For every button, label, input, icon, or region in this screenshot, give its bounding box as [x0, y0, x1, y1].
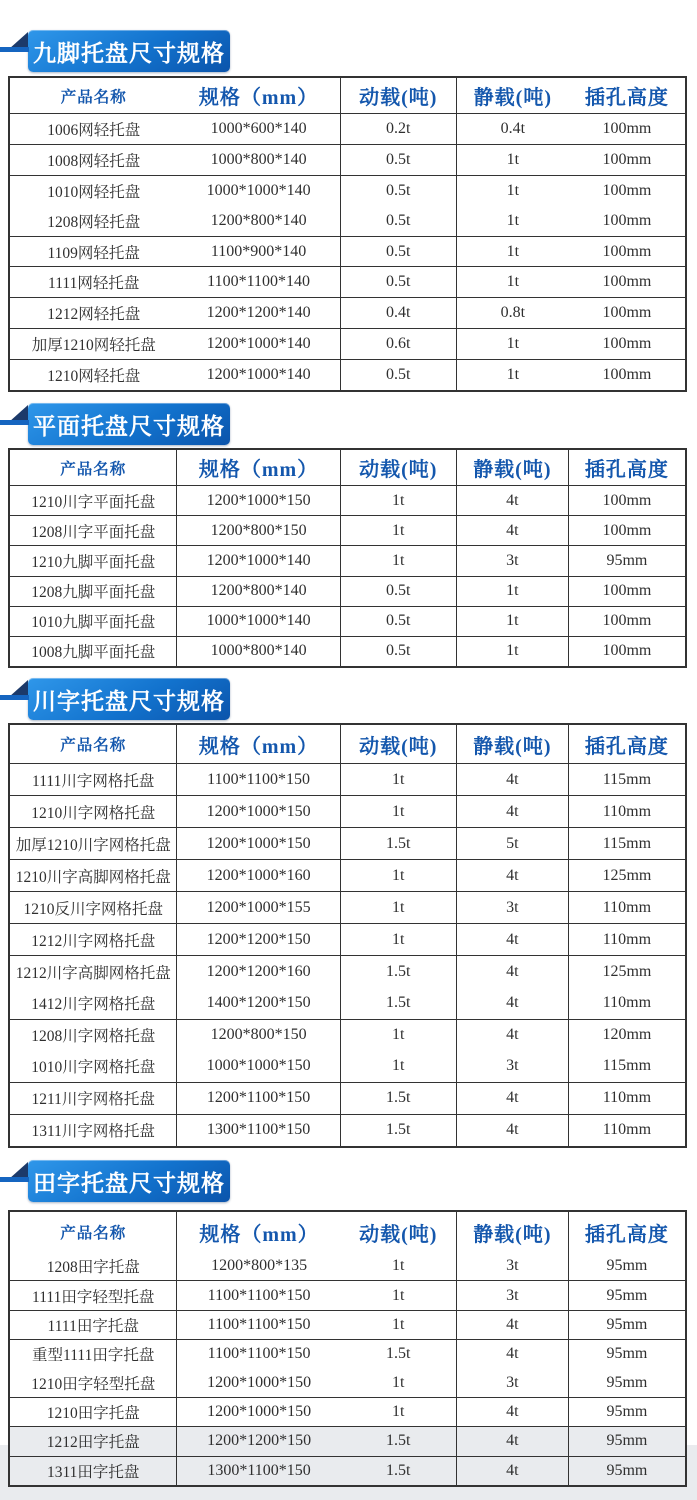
- dynamic-load-cell: 0.4t: [341, 298, 457, 328]
- column-header-spec-cell: 规格（mm）: [177, 78, 340, 113]
- column-header-product-name-cell: 产品名称: [10, 450, 177, 485]
- table-row: [10, 176, 685, 206]
- spec-cell: 1200*1000*150: [177, 486, 340, 515]
- static-load-cell: 4t: [457, 1427, 569, 1455]
- spec-cell: 1000*600*140: [177, 114, 340, 144]
- product-name-cell: 1111川字网格托盘: [10, 764, 177, 795]
- static-load-cell: 4t: [457, 1115, 569, 1146]
- static-load-cell: 3t: [457, 892, 569, 923]
- insert-height-cell: 100mm: [602, 366, 652, 384]
- table-row: [10, 1427, 685, 1456]
- table-row: [10, 1457, 685, 1485]
- product-name-cell: 1010网轻托盘: [47, 183, 141, 201]
- static-load-cell: 4t: [457, 988, 569, 1019]
- spec-cell: 1200*1000*155: [177, 892, 340, 923]
- dynamic-load-cell: 1.5t: [341, 988, 457, 1019]
- column-header-static-load-cell: 静载(吨): [457, 450, 569, 485]
- banner-line: [0, 695, 29, 700]
- product-name-cell: 1212网轻托盘: [47, 306, 141, 324]
- spec-cell: 1200*1000*140: [177, 546, 340, 575]
- section-tian-pallet: [0, 1160, 697, 1487]
- dynamic-load-cell: 1.5t: [341, 828, 457, 859]
- section-title: 九脚托盘尺寸规格: [33, 39, 225, 66]
- insert-height-cell: 100mm: [602, 119, 652, 137]
- banner-line: [0, 47, 29, 52]
- product-name-cell: 1208川字平面托盘: [10, 516, 177, 545]
- insert-height-cell: 110mm: [602, 930, 652, 948]
- insert-height-cell: 110mm: [602, 1089, 652, 1107]
- insert-height-cell: 110mm: [602, 994, 652, 1012]
- dynamic-load-cell: 0.5t: [341, 206, 457, 236]
- insert-height-cell: 95mm: [606, 1257, 648, 1275]
- product-name-cell: 1210网轻托盘: [47, 368, 141, 386]
- static-load-cell: 1t: [506, 335, 520, 353]
- insert-height-cell: 100mm: [602, 273, 652, 291]
- table-header-row: [10, 78, 685, 114]
- spec-cell: 1200*1200*150: [177, 924, 340, 955]
- table-row: [10, 637, 685, 666]
- dynamic-load-cell: 0.2t: [341, 114, 457, 144]
- spec-table-chuan: [8, 723, 687, 1148]
- static-load-cell: 0.8t: [500, 304, 526, 322]
- dynamic-load-cell: 1t: [341, 1020, 457, 1051]
- section-banner: [28, 1160, 230, 1202]
- insert-height-cell: 110mm: [602, 1121, 652, 1139]
- insert-height-cell: 125mm: [602, 963, 652, 980]
- column-header-dynamic-load-cell: 动载(吨): [341, 450, 457, 485]
- table-row: [10, 546, 685, 576]
- spec-cell: 1200*1200*150: [207, 1432, 312, 1450]
- spec-cell: 1400*1200*150: [177, 988, 340, 1019]
- spec-cell: 1000*800*140: [177, 637, 340, 666]
- product-name-cell: 1111网轻托盘: [48, 275, 140, 293]
- static-load-cell: 1t: [506, 211, 520, 229]
- dynamic-load-cell: 0.5t: [341, 360, 457, 390]
- product-name-cell: 1109网轻托盘: [47, 244, 140, 262]
- column-header-product-name-cell: 产品名称: [60, 88, 127, 106]
- dynamic-load-cell: 1t: [341, 796, 457, 827]
- spec-cell: 1100*1100*140: [177, 267, 340, 297]
- static-load-cell: 4t: [457, 486, 569, 515]
- dynamic-load-cell: 1t: [341, 516, 457, 545]
- product-name-cell: 1311川字网格托盘: [10, 1115, 177, 1146]
- table-row: [10, 145, 685, 176]
- insert-height-cell: 100mm: [602, 491, 652, 509]
- static-load-cell: 1t: [506, 366, 520, 384]
- static-load-cell: 4t: [457, 956, 569, 987]
- product-name-cell: 1212田字托盘: [10, 1427, 177, 1455]
- spec-cell: 1200*800*140: [177, 206, 340, 236]
- product-name-cell: 1008网轻托盘: [47, 152, 141, 170]
- table-row: [10, 237, 685, 268]
- static-load-cell: 0.4t: [500, 119, 526, 137]
- dynamic-load-cell: 1t: [341, 860, 457, 891]
- spec-cell: 1200*800*140: [177, 577, 340, 606]
- insert-height-cell: 115mm: [602, 1057, 652, 1075]
- insert-height-cell: 110mm: [602, 802, 652, 820]
- section-title: 川字托盘尺寸规格: [33, 687, 225, 714]
- dynamic-load-cell: 1.5t: [341, 1340, 457, 1368]
- dynamic-load-cell: 0.5t: [341, 577, 457, 606]
- static-load-cell: 4t: [457, 1398, 569, 1426]
- static-load-cell: 5t: [457, 828, 569, 859]
- product-name-cell: 1210川字网格托盘: [10, 796, 177, 827]
- column-header-insert-height-cell: 插孔高度: [584, 1223, 669, 1246]
- dynamic-load-cell: 1t: [341, 1051, 457, 1082]
- static-load-cell: 1t: [506, 150, 520, 168]
- dynamic-load-cell: 1t: [341, 764, 457, 795]
- spec-cell: 1100*900*140: [177, 237, 340, 267]
- spec-cell: 1100*1100*150: [207, 1315, 311, 1333]
- static-load-cell: 3t: [457, 1281, 569, 1309]
- product-name-cell: 1212川字网格托盘: [10, 924, 177, 955]
- table-row: [10, 892, 685, 924]
- static-load-cell: 4t: [457, 1083, 569, 1114]
- column-header-spec-cell: 规格（mm）: [177, 450, 340, 485]
- static-load-cell: 4t: [457, 1311, 569, 1339]
- table-row: [10, 1115, 685, 1146]
- insert-height-cell: 100mm: [602, 150, 652, 168]
- insert-height-cell: 95mm: [606, 1345, 648, 1363]
- table-header-row: [10, 1212, 685, 1252]
- spec-cell: 1200*1000*160: [177, 860, 340, 891]
- spec-cell: 1100*1100*150: [207, 1286, 311, 1304]
- table-row: [10, 1051, 685, 1083]
- product-name-cell: 1008九脚平面托盘: [10, 637, 177, 666]
- dynamic-load-cell: 0.5t: [341, 267, 457, 297]
- product-name-cell: 1010川字网格托盘: [10, 1051, 177, 1082]
- table-row: [10, 924, 685, 956]
- insert-height-cell: 100mm: [602, 521, 652, 539]
- insert-height-cell: 95mm: [606, 1461, 648, 1479]
- insert-height-cell: 120mm: [602, 1026, 652, 1044]
- table-row: [10, 577, 685, 607]
- static-load-cell: 1t: [457, 577, 569, 606]
- table-row: [10, 860, 685, 892]
- dynamic-load-cell: 1t: [341, 1369, 457, 1397]
- table-row: [10, 1398, 685, 1427]
- static-load-cell: 1t: [506, 181, 520, 199]
- product-name-cell: 1210九脚平面托盘: [10, 546, 177, 575]
- spec-cell: 1200*800*135: [211, 1257, 308, 1275]
- section-flat-pallet: [0, 403, 697, 668]
- spec-cell: 1200*1000*140: [177, 329, 340, 359]
- table-row: [10, 1252, 685, 1281]
- spec-table-nine-leg: [8, 76, 687, 392]
- static-load-cell: 4t: [457, 860, 569, 891]
- spec-cell: 1100*1100*150: [177, 764, 340, 795]
- insert-height-cell: 95mm: [606, 1286, 648, 1304]
- insert-height-cell: 110mm: [602, 898, 652, 916]
- dynamic-load-cell: 1t: [341, 924, 457, 955]
- table-row: [10, 516, 685, 546]
- spec-cell: 1200*1000*150: [207, 1403, 312, 1421]
- product-name-cell: 1210川字高脚网格托盘: [10, 860, 177, 891]
- dynamic-load-cell: 1.5t: [341, 1427, 457, 1455]
- product-name-cell: 1210田字轻型托盘: [10, 1369, 177, 1397]
- table-row: [10, 1311, 685, 1340]
- section-banner: [28, 403, 230, 445]
- spec-table-flat: [8, 448, 687, 668]
- table-row: [10, 1083, 685, 1115]
- column-header-insert-height-cell: 插孔高度: [584, 87, 669, 109]
- insert-height-cell: 100mm: [602, 612, 652, 630]
- column-header-insert-height-cell: 插孔高度: [584, 735, 669, 758]
- static-load-cell: 4t: [457, 796, 569, 827]
- spec-cell: 1300*1100*150: [207, 1461, 311, 1479]
- static-load-cell: 4t: [457, 924, 569, 955]
- spec-cell: 1200*1000*140: [177, 360, 340, 390]
- column-header-spec-cell: 规格（mm）: [199, 1223, 319, 1246]
- static-load-cell: 3t: [457, 1051, 569, 1082]
- product-name-cell: 1010九脚平面托盘: [10, 607, 177, 636]
- dynamic-load-cell: 0.5t: [341, 176, 457, 206]
- dynamic-load-cell: 1t: [341, 892, 457, 923]
- table-row: [10, 206, 685, 237]
- dynamic-load-cell: 0.6t: [341, 329, 457, 359]
- insert-height-cell: 95mm: [606, 1432, 648, 1450]
- insert-height-cell: 95mm: [606, 1373, 648, 1391]
- table-row: [10, 828, 685, 860]
- spec-cell: 1100*1100*150: [207, 1345, 311, 1363]
- product-name-cell: 1210反川字网格托盘: [10, 892, 177, 923]
- column-header-product-name-cell: 产品名称: [10, 725, 177, 763]
- dynamic-load-cell: 0.5t: [341, 607, 457, 636]
- dynamic-load-cell: 1.5t: [341, 1115, 457, 1146]
- product-name-cell: 加厚1210网轻托盘: [31, 337, 156, 355]
- spec-cell: 1000*800*140: [177, 145, 340, 175]
- insert-height-cell: 100mm: [602, 242, 652, 260]
- column-header-spec-cell: 规格（mm）: [177, 725, 340, 763]
- dynamic-load-cell: 0.5t: [341, 145, 457, 175]
- section-nine-leg-pallet: [0, 30, 697, 392]
- product-name-cell: 1210田字托盘: [10, 1398, 177, 1426]
- spec-cell: 1200*800*150: [177, 516, 340, 545]
- static-load-cell: 4t: [457, 764, 569, 795]
- static-load-cell: 1t: [506, 242, 520, 260]
- static-load-cell: 1t: [457, 607, 569, 636]
- product-name-cell: 1210川字平面托盘: [10, 486, 177, 515]
- table-row: [10, 114, 685, 145]
- column-header-dynamic-load-cell: 动载(吨): [341, 78, 457, 113]
- spec-cell: 1000*1000*140: [177, 176, 340, 206]
- section-banner: [28, 678, 230, 720]
- table-row: [10, 360, 685, 390]
- spec-cell: 1200*1100*150: [177, 1083, 340, 1114]
- table-row: [10, 988, 685, 1020]
- insert-height-cell: 100mm: [602, 642, 652, 660]
- banner-line: [0, 1177, 29, 1182]
- dynamic-load-cell: 1.5t: [341, 1457, 457, 1485]
- spec-cell: 1200*1000*150: [177, 796, 340, 827]
- product-name-cell: 1111田字轻型托盘: [10, 1281, 177, 1309]
- dynamic-load-cell: 1t: [341, 1281, 457, 1309]
- insert-height-cell: 125mm: [602, 866, 652, 884]
- product-name-cell: 1111田字托盘: [10, 1311, 177, 1339]
- table-row: [10, 1340, 685, 1368]
- spec-cell: 1200*800*150: [177, 1020, 340, 1051]
- column-header-static-load-cell: 静载(吨): [473, 87, 553, 109]
- spec-cell: 1200*1000*150: [177, 828, 340, 859]
- table-row: [10, 796, 685, 828]
- product-name-cell: 加厚1210川字网格托盘: [10, 828, 177, 859]
- spec-table-tian: [8, 1210, 687, 1487]
- insert-height-cell: 95mm: [606, 1403, 648, 1421]
- product-name-cell: 1212川字高脚网格托盘: [10, 956, 177, 987]
- static-load-cell: 4t: [457, 1020, 569, 1051]
- dynamic-load-cell: 1.5t: [341, 956, 457, 987]
- insert-height-cell: 100mm: [602, 181, 652, 199]
- table-row: [10, 956, 685, 987]
- table-row: [10, 329, 685, 360]
- product-name-cell: 1208田字托盘: [10, 1252, 177, 1280]
- dynamic-load-cell: 1t: [341, 1398, 457, 1426]
- static-load-cell: 4t: [457, 1340, 569, 1368]
- static-load-cell: 4t: [457, 1457, 569, 1485]
- table-row: [10, 1281, 685, 1310]
- insert-height-cell: 95mm: [606, 551, 648, 569]
- product-name-cell: 1208川字网格托盘: [10, 1020, 177, 1051]
- table-row: [10, 1369, 685, 1398]
- table-header-row: [10, 450, 685, 486]
- spec-cell: 1000*1000*140: [177, 607, 340, 636]
- product-name-cell: 1412川字网格托盘: [10, 988, 177, 1019]
- insert-height-cell: 95mm: [606, 1315, 648, 1333]
- dynamic-load-cell: 1t: [341, 1252, 457, 1280]
- table-header-row: [10, 725, 685, 764]
- dynamic-load-cell: 1.5t: [341, 1083, 457, 1114]
- table-row: [10, 486, 685, 516]
- column-header-dynamic-load-cell: 动载(吨): [341, 725, 457, 763]
- section-title: 田字托盘尺寸规格: [33, 1169, 225, 1196]
- static-load-cell: 3t: [457, 1252, 569, 1280]
- static-load-cell: 1t: [457, 637, 569, 666]
- table-row: [10, 607, 685, 637]
- product-name-cell: 1208网轻托盘: [47, 213, 141, 231]
- insert-height-cell: 100mm: [602, 211, 652, 229]
- section-chuan-pallet: [0, 678, 697, 1148]
- dynamic-load-cell: 1t: [341, 546, 457, 575]
- column-header-static-load-cell: 静载(吨): [457, 725, 569, 763]
- spec-cell: 1200*1200*160: [177, 956, 340, 987]
- spec-cell: 1000*1000*150: [177, 1051, 340, 1082]
- table-row: [10, 764, 685, 796]
- product-name-cell: 1208九脚平面托盘: [10, 577, 177, 606]
- spec-cell: 1200*1200*140: [177, 298, 340, 328]
- column-header-static-load-cell: 静载(吨): [457, 1212, 569, 1252]
- static-load-cell: 1t: [506, 273, 520, 291]
- dynamic-load-cell: 0.5t: [341, 237, 457, 267]
- dynamic-load-cell: 0.5t: [341, 637, 457, 666]
- table-row: [10, 1020, 685, 1051]
- insert-height-cell: 115mm: [602, 834, 652, 852]
- static-load-cell: 3t: [457, 546, 569, 575]
- banner-line: [0, 420, 29, 425]
- column-header-dynamic-load-cell: 动载(吨): [341, 1212, 457, 1252]
- section-title: 平面托盘尺寸规格: [33, 412, 225, 439]
- insert-height-cell: 100mm: [602, 304, 652, 322]
- column-header-product-name-cell: 产品名称: [10, 1212, 177, 1252]
- static-load-cell: 4t: [457, 516, 569, 545]
- spec-cell: 1200*1000*150: [207, 1373, 312, 1391]
- column-header-insert-height-cell: 插孔高度: [584, 459, 669, 481]
- dynamic-load-cell: 1t: [341, 1311, 457, 1339]
- product-name-cell: 1006网轻托盘: [47, 121, 141, 139]
- table-row: [10, 298, 685, 329]
- dynamic-load-cell: 1t: [341, 486, 457, 515]
- static-load-cell: 3t: [457, 1369, 569, 1397]
- spec-cell: 1300*1100*150: [177, 1115, 340, 1146]
- product-name-cell: 1211川字网格托盘: [10, 1083, 177, 1114]
- insert-height-cell: 100mm: [602, 582, 652, 600]
- table-row: [10, 267, 685, 298]
- section-banner: [28, 30, 230, 72]
- insert-height-cell: 100mm: [602, 335, 652, 353]
- product-name-cell: 1311田字托盘: [10, 1457, 177, 1485]
- product-name-cell: 重型1111田字托盘: [10, 1340, 177, 1368]
- insert-height-cell: 115mm: [602, 770, 652, 788]
